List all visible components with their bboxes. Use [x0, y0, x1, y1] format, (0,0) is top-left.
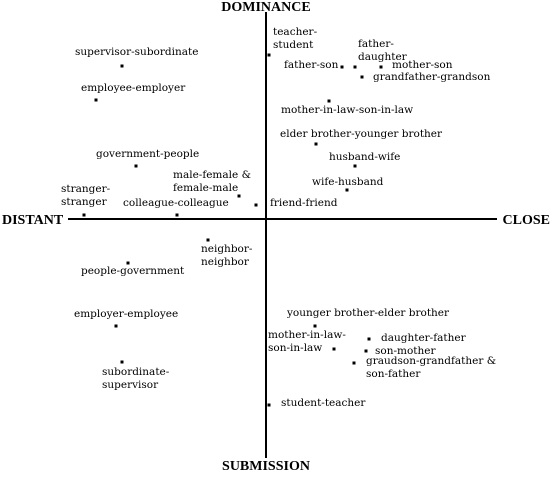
point-marker — [176, 214, 179, 217]
point-label-line: neighbor — [201, 256, 249, 268]
point-marker — [255, 204, 258, 207]
point-label — [61, 183, 111, 208]
relationship-point-elder-brother-younger-brother — [280, 128, 443, 146]
axis-label-dominance: DOMINANCE — [221, 0, 311, 15]
point-label-line: stranger- — [61, 183, 111, 195]
point-label-line: younger brother-elder brother — [287, 307, 450, 319]
relationship-points — [61, 26, 496, 409]
relationship-point-mother-in-law-son-in-law — [281, 100, 413, 117]
point-marker — [328, 100, 331, 103]
point-label — [201, 243, 253, 268]
point-marker — [121, 361, 124, 364]
point-label — [273, 26, 318, 51]
relationship-point-stranger-stranger — [61, 183, 111, 217]
point-label-line: father-son — [284, 59, 339, 71]
relationship-point-daughter-father — [368, 332, 467, 344]
point-label — [96, 148, 199, 160]
relationship-point-younger-brother-elder-brother — [286, 307, 450, 328]
point-label-line: elder brother-younger brother — [280, 128, 443, 140]
point-marker — [354, 66, 357, 69]
point-label — [270, 197, 338, 209]
point-label-line: daughter-father — [381, 332, 466, 344]
point-marker — [333, 348, 336, 351]
point-label — [75, 46, 198, 58]
point-label — [286, 307, 450, 319]
point-label — [280, 128, 443, 140]
point-label — [102, 366, 170, 391]
point-label — [366, 355, 496, 380]
point-marker — [341, 66, 344, 69]
point-label-line: employer-employee — [74, 308, 179, 320]
point-marker — [353, 362, 356, 365]
point-marker — [314, 325, 317, 328]
relationship-point-grandson-grandfather — [353, 355, 497, 380]
point-label-line: student — [273, 39, 314, 51]
point-marker — [238, 195, 241, 198]
point-label-line: husband-wife — [329, 151, 401, 163]
point-label-line: supervisor — [102, 379, 159, 391]
point-label-line: government-people — [96, 148, 200, 160]
point-label-line: son-in-law — [268, 342, 323, 354]
point-label-line: employee-employer — [81, 82, 186, 94]
point-marker — [135, 165, 138, 168]
point-label — [284, 59, 339, 71]
point-marker — [268, 404, 271, 407]
relationship-point-employee-employer — [81, 82, 186, 102]
point-marker — [207, 239, 210, 242]
point-label-line: stranger — [61, 196, 107, 208]
relationship-point-teacher-student — [268, 26, 318, 57]
point-label-line: mother-son — [392, 59, 453, 71]
point-label-line: mother-in-law- — [268, 329, 346, 341]
point-label-line: son-mother — [375, 345, 436, 357]
point-label — [81, 265, 185, 277]
relationship-point-colleague-colleague — [123, 197, 229, 217]
point-marker — [361, 76, 364, 79]
point-label — [381, 332, 467, 344]
relationship-point-neighbor-neighbor — [201, 239, 253, 269]
point-label — [74, 308, 178, 320]
relationship-point-husband-wife — [329, 151, 400, 168]
relationship-point-supervisor-subordinate — [75, 46, 198, 68]
relationship-point-male-female — [173, 169, 251, 198]
point-label-line: teacher- — [273, 26, 318, 38]
point-label-line: wife-husband — [312, 176, 384, 188]
relationship-point-grandfather-grandson — [361, 71, 491, 83]
point-label-line: mother-in-law-son-in-law — [281, 104, 414, 116]
point-marker — [121, 65, 124, 68]
point-label-line: people-government — [81, 265, 185, 277]
axis-label-distant: DISTANT — [2, 213, 64, 228]
point-label-line: daughter — [358, 51, 407, 63]
point-marker — [380, 66, 383, 69]
relationship-point-father-son — [284, 59, 344, 71]
point-label-line: graudson-grandfather & — [366, 355, 497, 367]
point-marker — [315, 143, 318, 146]
relationship-point-government-people — [96, 148, 199, 168]
point-marker — [365, 350, 368, 353]
point-label-line: grandfather-grandson — [373, 71, 491, 83]
point-label — [123, 197, 229, 209]
point-marker — [354, 165, 357, 168]
point-label-line: son-father — [366, 368, 421, 380]
relationship-point-subordinate-supervisor — [102, 361, 170, 392]
point-label — [173, 169, 251, 194]
point-marker — [268, 54, 271, 57]
point-label — [329, 151, 400, 163]
point-label — [281, 104, 413, 116]
point-label-line: male-female & — [173, 169, 251, 181]
relationship-point-employer-employee — [74, 308, 178, 328]
point-label-line: colleague-colleague — [123, 197, 229, 209]
axis-label-close: CLOSE — [502, 213, 550, 228]
point-label-line: female-male — [173, 182, 239, 194]
point-label-line: subordinate- — [102, 366, 170, 378]
axis-label-submission: SUBMISSION — [222, 459, 310, 473]
point-marker — [115, 325, 118, 328]
relationship-point-student-teacher — [268, 397, 367, 409]
point-marker — [95, 99, 98, 102]
point-marker — [83, 214, 86, 217]
point-label-line: friend-friend — [270, 197, 338, 209]
point-marker — [368, 338, 371, 341]
point-label-line: supervisor-subordinate — [75, 46, 199, 58]
point-label — [81, 82, 186, 94]
point-label-line: student-teacher — [281, 397, 366, 409]
point-marker — [346, 189, 349, 192]
point-label — [373, 71, 491, 83]
point-label-line: father- — [358, 38, 394, 50]
relationship-point-wife-husband — [312, 176, 384, 192]
point-label — [392, 59, 453, 71]
point-label-line: neighbor- — [201, 243, 253, 255]
relationship-point-people-government — [81, 262, 185, 278]
point-label — [312, 176, 384, 188]
relationship-point-mother-in-law-son-in-law-sub — [268, 329, 346, 354]
point-label — [281, 397, 366, 409]
